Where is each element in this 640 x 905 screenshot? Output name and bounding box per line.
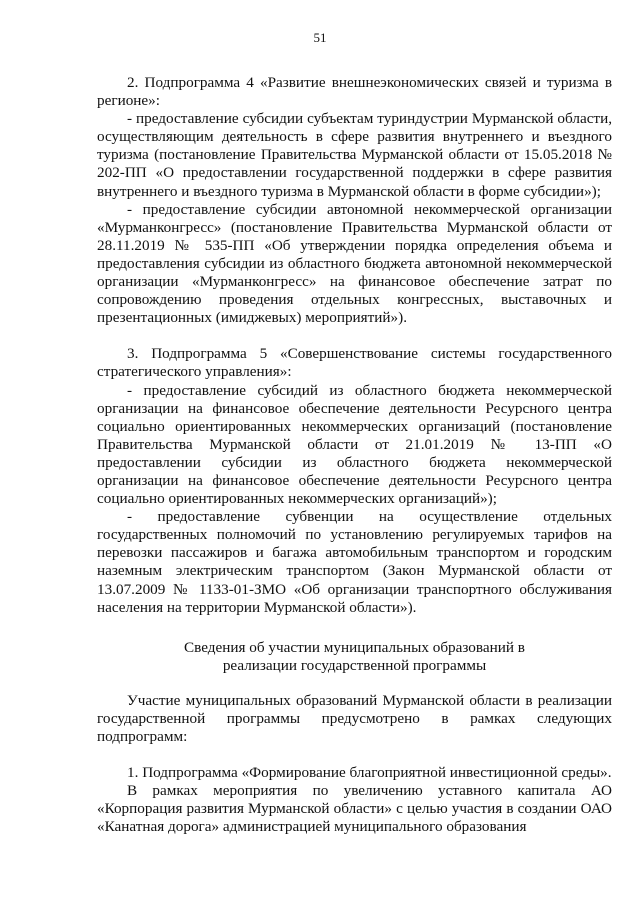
paragraph-resource-center-subsidy: - предоставление субсидий из областного бюджета некоммерческой организации на финансовое обеспечение деятельности Ресурсного центра социально ориентированных некоммерческих организаций (постановление Правительства Мурманской области от 21.01.2019 № 13-ПП «О предоставлении субсидии из областного бюджета некоммерческой организации на финансовое обеспечение деятельности Ресурсного центра социально ориентированных некоммерческих организаций»);: [97, 381, 612, 508]
paragraph-tourism-subsidy: - предоставление субсидии субъектам туриндустрии Мурманской области, осуществляющим деятельность в сфере развития внутреннего и въездного туризма (постановление Правительства Мурманской области от 15.05.2018 № 202-ПП «О предоставлении государственной поддержки в сфере развития внутреннего и въездного туризма в Мурманской области в форме субсидии»);: [97, 110, 612, 200]
section-heading: [97, 639, 612, 675]
paragraph-subprogram-5: 3. Подпрограмма 5 «Совершенствование системы государственного стратегического управления»:: [97, 345, 612, 381]
paragraph-subprogram-4: 2. Подпрограмма 4 «Развитие внешнеэкономических связей и туризма в регионе»:: [97, 74, 612, 110]
document-body: [97, 74, 612, 837]
paragraph-tariff-subvention: - предоставление субвенции на осуществление отдельных государственных полномочий по установлению регулируемых тарифов на перевозки пассажиров и багажа автомобильным транспортом и городским наземным электрическим транспортом (Закон Мурманской области от 13.07.2009 № 1133-01-ЗМО «Об организации транспортного обслуживания населения на территории Мурманской области»).: [97, 508, 612, 616]
page-number: 51: [313, 30, 327, 45]
section-heading-line-2: реализации государственной программы: [222, 656, 487, 674]
section-heading-line-1: Сведения об участии муниципальных образований в: [184, 638, 525, 656]
paragraph-cable-car: В рамках мероприятия по увеличению уставного капитала АО «Корпорация развития Мурманской области» с целью участия в создании ОАО «Канатная дорога» администрацией муниципального образования: [97, 782, 612, 836]
paragraph-murmankongress-subsidy: - предоставление субсидии автономной некоммерческой организации «Мурманконгресс» (постановление Правительства Мурманской области от 28.11.2019 № 535-ПП «Об утверждении порядка определения объема и предоставления субсидии из областного бюджета автономной некоммерческой организации «Мурманконгресс» на финансовое обеспечение затрат по сопровождению проведения отдельных конгрессных, выставочных и презентационных (имиджевых) мероприятий»).: [97, 200, 612, 327]
paragraph-municipal-participation: Участие муниципальных образований Мурманской области в реализации государственной программы предусмотрено в рамках следующих подпрограмм:: [97, 691, 612, 746]
paragraph-subprogram-1: 1. Подпрограмма «Формирование благоприятной инвестиционной среды».: [127, 764, 612, 782]
